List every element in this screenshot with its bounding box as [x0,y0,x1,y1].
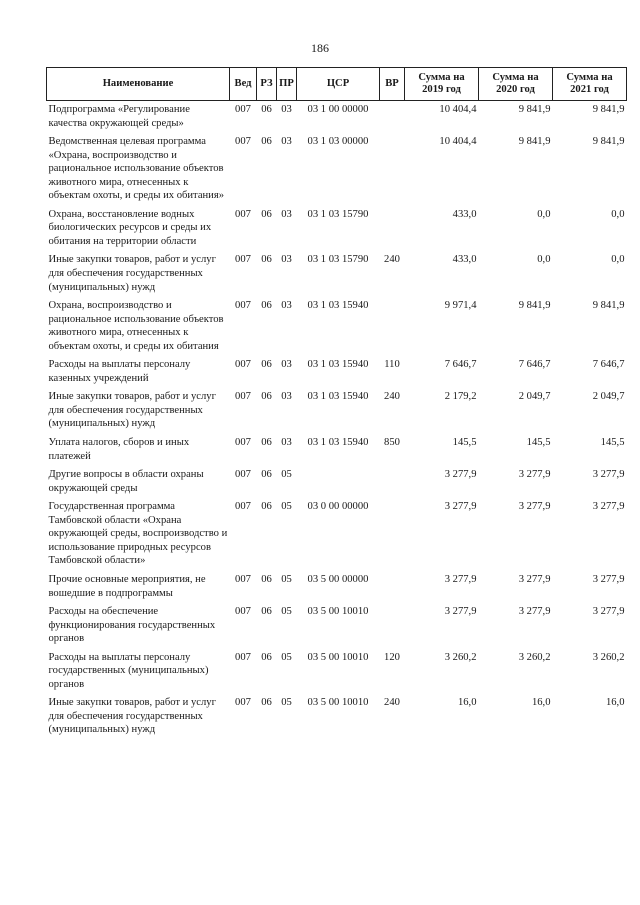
row-ved: 007 [235,651,251,663]
row-name: Иные закупки товаров, работ и услуг для обеспечения государственных (муниципальных) нужд [48,697,216,736]
row-csr: 03 1 03 15940 [307,437,369,449]
row-csr [297,468,380,500]
row-ved: 007 [235,437,251,449]
row-pr: 03 [281,136,292,148]
row-rz: 06 [261,254,272,266]
row-sum-2019: 3 277,9 [444,606,477,618]
row-vr [380,208,405,254]
table-row [47,436,627,468]
row-sum-2021: 2 049,7 [592,391,625,403]
row-rz: 06 [261,697,272,709]
row-vr [380,299,405,358]
table-row [47,135,627,208]
row-sum-2021: 9 841,9 [592,136,625,148]
row-rz: 06 [261,208,272,220]
header-row [47,68,627,101]
row-sum-2019: 3 277,9 [444,501,477,513]
header-sum-2021: Сумма на 2021 год [553,68,627,101]
row-vr [380,135,405,208]
row-sum-2021: 3 277,9 [592,501,625,513]
row-pr: 05 [281,501,292,513]
row-sum-2020: 9 841,9 [518,300,551,312]
row-csr: 03 0 00 00000 [307,501,369,513]
row-pr: 05 [281,606,292,618]
row-sum-2020: 3 277,9 [518,469,551,481]
row-vr: 240 [384,391,400,403]
row-rz: 06 [261,391,272,403]
row-rz: 06 [261,651,272,663]
row-csr: 03 5 00 10010 [307,606,369,618]
row-rz: 06 [261,359,272,371]
row-name: Другие вопросы в области охраны окружающей среды [48,469,204,494]
row-ved: 007 [235,501,251,513]
row-sum-2020: 9 841,9 [518,104,551,115]
row-ved: 007 [235,254,251,266]
table-row [47,651,627,697]
row-ved: 007 [235,606,251,618]
row-vr [380,101,405,136]
row-rz: 06 [261,300,272,312]
page-number: 186 [311,41,329,55]
row-vr [380,500,405,573]
row-vr [380,605,405,651]
row-name: Охрана, восстановление водных биологических ресурсов и среды их обитания на территории области [48,208,212,247]
table-body [47,101,627,742]
row-csr: 03 1 03 15940 [307,359,369,371]
row-ved: 007 [235,136,251,148]
table-row [47,390,627,436]
row-name: Уплата налогов, сборов и иных платежей [48,437,190,462]
header-ved: Вед [230,68,257,101]
row-rz: 06 [261,437,272,449]
row-rz: 06 [261,136,272,148]
row-pr: 05 [281,651,292,663]
row-rz: 06 [261,469,272,481]
row-vr: 240 [384,697,400,709]
row-csr: 03 1 00 00000 [307,104,369,115]
row-csr: 03 1 03 15940 [307,300,369,312]
row-ved: 007 [235,469,251,481]
row-sum-2021: 3 277,9 [592,606,625,618]
header-sum-2019: Сумма на 2019 год [405,68,479,101]
header-rz: РЗ [257,68,277,101]
table-row [47,605,627,651]
row-sum-2020: 9 841,9 [518,136,551,148]
row-name: Охрана, воспроизводство и рациональное использование объектов животного мира, отнесенных к объектам охоты, и среды их обитания [48,300,224,352]
row-pr: 03 [281,254,292,266]
row-sum-2021: 3 277,9 [592,573,625,585]
table-row [47,468,627,500]
row-vr: 240 [384,254,400,266]
row-csr: 03 5 00 10010 [307,651,369,663]
row-name: Расходы на выплаты персоналу государственных (муниципальных) органов [48,651,209,690]
table-row [47,573,627,605]
row-sum-2020: 3 277,9 [518,501,551,513]
table-row [47,299,627,358]
row-sum-2019: 9 971,4 [444,300,477,312]
row-csr: 03 1 03 15790 [307,208,369,220]
row-ved: 007 [235,208,251,220]
row-pr: 03 [281,300,292,312]
row-sum-2021: 3 277,9 [592,469,625,481]
row-csr: 03 1 03 00000 [307,136,369,148]
table-row [47,101,627,136]
row-pr: 03 [281,208,292,220]
row-vr: 120 [384,651,400,663]
row-sum-2021: 9 841,9 [592,104,625,115]
row-sum-2019: 3 277,9 [444,469,477,481]
row-name: Расходы на выплаты персоналу казенных учреждений [48,359,191,384]
row-name: Иные закупки товаров, работ и услуг для обеспечения государственных (муниципальных) нужд [48,254,216,293]
row-ved: 007 [235,697,251,709]
table-row [47,500,627,573]
row-sum-2020: 0,0 [537,254,551,266]
row-sum-2019: 3 260,2 [444,651,477,663]
row-pr: 03 [281,359,292,371]
row-pr: 05 [281,697,292,709]
table-row [47,208,627,254]
table-row [47,358,627,390]
row-sum-2020: 16,0 [531,697,551,709]
header-name: Наименование [47,68,230,101]
row-csr: 03 5 00 10010 [307,697,369,709]
row-ved: 007 [235,104,251,115]
row-pr: 03 [281,104,292,115]
row-pr: 05 [281,573,292,585]
row-sum-2019: 10 404,4 [439,104,477,115]
row-sum-2021: 0,0 [611,254,625,266]
row-sum-2019: 10 404,4 [439,136,477,148]
table-row [47,253,627,299]
row-vr: 850 [384,437,400,449]
table-row [47,696,627,742]
row-sum-2021: 0,0 [611,208,625,220]
row-name: Ведомственная целевая программа «Охрана, воспроизводство и рациональное использование объектов животного мира, отнесенных к объектам охоты, и среды их обитания» [48,136,225,202]
row-vr [380,573,405,605]
row-vr: 110 [384,359,400,371]
header-vr: ВР [380,68,405,101]
row-sum-2019: 433,0 [452,208,477,220]
row-sum-2019: 16,0 [457,697,477,709]
row-sum-2020: 3 277,9 [518,573,551,585]
row-pr: 03 [281,391,292,403]
row-sum-2020: 3 260,2 [518,651,551,663]
row-rz: 06 [261,573,272,585]
row-sum-2020: 7 646,7 [518,359,551,371]
row-sum-2020: 0,0 [537,208,551,220]
row-sum-2021: 145,5 [600,437,625,449]
row-csr: 03 1 03 15790 [307,254,369,266]
header-sum-2020: Сумма на 2020 год [479,68,553,101]
row-sum-2019: 433,0 [452,254,477,266]
row-pr: 05 [281,469,292,481]
row-rz: 06 [261,606,272,618]
row-name: Прочие основные мероприятия, не вошедшие в подпрограммы [48,573,206,599]
row-name: Иные закупки товаров, работ и услуг для обеспечения государственных (муниципальных) нужд [48,391,216,430]
row-sum-2019: 145,5 [452,437,477,449]
row-name: Государственная программа Тамбовской области «Охрана окружающей среды, воспроизводство и использование природных ресурсов Тамбовской области» [48,501,228,567]
row-rz: 06 [261,501,272,513]
row-vr [380,468,405,500]
row-name: Подпрограмма «Регулирование качества окружающей среды» [48,104,190,129]
row-pr: 03 [281,437,292,449]
budget-table [46,67,627,742]
row-sum-2020: 145,5 [526,437,551,449]
row-ved: 007 [235,359,251,371]
row-sum-2021: 3 260,2 [592,651,625,663]
row-sum-2021: 16,0 [605,697,625,709]
row-sum-2020: 3 277,9 [518,606,551,618]
row-ved: 007 [235,573,251,585]
row-name: Расходы на обеспечение функционирования государственных органов [48,606,216,645]
row-rz: 06 [261,104,272,115]
row-csr: 03 1 03 15940 [307,391,369,403]
row-sum-2019: 7 646,7 [444,359,477,371]
row-sum-2019: 2 179,2 [444,391,477,403]
row-sum-2021: 9 841,9 [592,300,625,312]
row-sum-2021: 7 646,7 [592,359,625,371]
header-csr: ЦСР [297,68,380,101]
row-ved: 007 [235,391,251,403]
row-sum-2019: 3 277,9 [444,573,477,585]
row-sum-2020: 2 049,7 [518,391,551,403]
header-pr: ПР [277,68,297,101]
row-csr: 03 5 00 00000 [307,573,369,585]
row-ved: 007 [235,300,251,312]
